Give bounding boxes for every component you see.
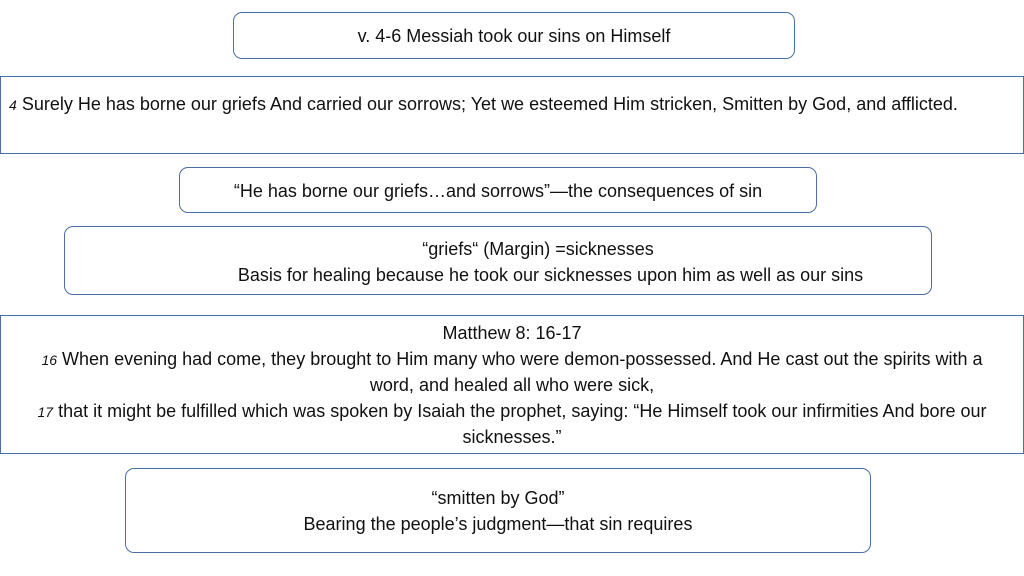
griefs-note-box [179, 167, 817, 213]
verse-16-text: When evening had come, they brought to Him many who were demon-possessed. And He cast out the spirits with a word, and healed all who were sick, [62, 348, 983, 395]
margin-note-box [64, 226, 932, 295]
verse-number-16: 16 [41, 351, 58, 368]
verse-number-4: 4 [9, 97, 17, 113]
matthew-passage-box [0, 315, 1024, 454]
verse-17-text: that it might be fulfilled which was spoken by Isaiah the prophet, saying: “He Himself took our infirmities And bore our sicknesses.” [58, 400, 987, 447]
verse-number-17: 17 [37, 403, 54, 420]
isaiah-verse-4-box [0, 76, 1024, 154]
section-title-box [233, 12, 795, 59]
smitten-note-line1: “smitten by God” [431, 488, 565, 508]
verse-4-text: Surely He has borne our griefs And carried our sorrows; Yet we esteemed Him stricken, Smitten by God, and afflicted. [21, 94, 958, 114]
smitten-note-line2: Bearing the people’s judgment—that sin requires [303, 514, 693, 534]
griefs-note: “He has borne our griefs…and sorrows”—the consequences of sin [233, 181, 763, 201]
section-title: v. 4-6 Messiah took our sins on Himself [357, 26, 671, 46]
smitten-note-box [125, 468, 871, 553]
matthew-verse-16 [23, 347, 1001, 399]
margin-note-line2: Basis for healing because he took our sicknesses upon him as well as our sins [237, 265, 864, 285]
matthew-reference: Matthew 8: 16-17 [442, 323, 582, 343]
matthew-verse-17 [23, 399, 1001, 451]
margin-note-line1: “griefs“ (Margin) =sicknesses [422, 239, 654, 259]
